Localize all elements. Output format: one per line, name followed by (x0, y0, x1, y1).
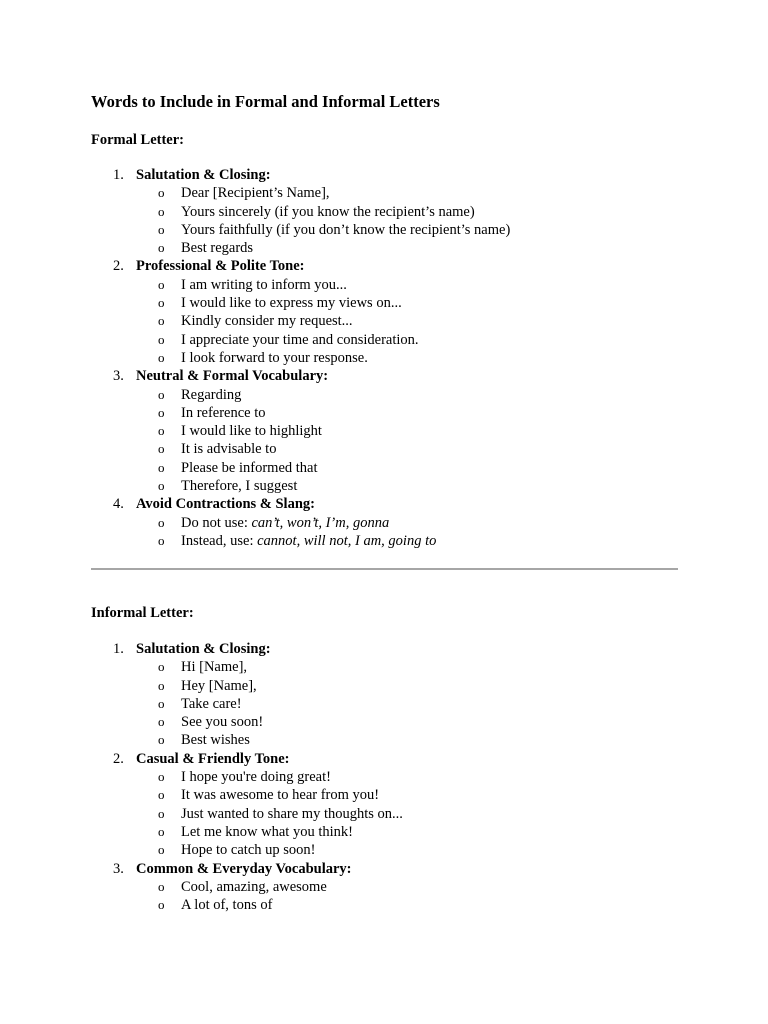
bullet-marker: o (158, 514, 165, 530)
sub-item-plain-text: I appreciate your time and consideration. (181, 331, 419, 348)
sub-list-item (0, 878, 768, 896)
list-item (0, 257, 768, 367)
sub-list-item (0, 440, 768, 458)
sub-item-plain-text: Regarding (181, 386, 242, 403)
sub-list-item (0, 695, 768, 713)
sub-list (0, 514, 768, 551)
bullet-marker: o (158, 276, 165, 292)
bullet-marker: o (158, 805, 165, 821)
bullet-marker: o (158, 842, 165, 858)
sub-item-plain-text: I look forward to your response. (181, 349, 368, 366)
sub-item-text (181, 477, 297, 495)
sub-list (0, 184, 768, 257)
list-item (0, 640, 768, 750)
sub-item-plain-text: See you soon! (181, 714, 264, 731)
sub-list (0, 276, 768, 367)
sub-list-item (0, 731, 768, 749)
bullet-marker: o (158, 349, 165, 365)
sub-item-text (181, 440, 276, 458)
list-item-label: Salutation & Closing: (136, 167, 271, 183)
bullet-marker: o (158, 695, 165, 711)
bullet-marker: o (158, 677, 165, 693)
sub-item-plain-text: It was awesome to hear from you! (181, 787, 380, 804)
bullet-marker: o (158, 331, 165, 347)
bullet-marker: o (158, 769, 165, 785)
sub-list-item (0, 805, 768, 823)
list-number: 2. (113, 750, 124, 767)
sub-list-item (0, 239, 768, 257)
bullet-marker: o (158, 441, 165, 457)
informal-letter-heading: Informal Letter: (91, 605, 194, 621)
sub-list-item (0, 312, 768, 330)
formal-letter-list (0, 166, 768, 550)
bullet-marker: o (158, 459, 165, 475)
sub-list-item (0, 221, 768, 239)
list-number: 2. (113, 258, 124, 275)
sub-list-item (0, 276, 768, 294)
bullet-marker: o (158, 714, 165, 730)
sub-item-plain-text: Just wanted to share my thoughts on... (181, 805, 403, 822)
list-item-heading (0, 166, 768, 184)
sub-item-text (181, 459, 318, 477)
sub-item-text (181, 221, 510, 239)
sub-item-plain-text: Dear [Recipient’s Name], (181, 185, 330, 202)
sub-list-item (0, 349, 768, 367)
bullet-marker: o (158, 404, 165, 420)
list-item-label: Neutral & Formal Vocabulary: (136, 368, 329, 385)
list-item-heading (0, 495, 768, 513)
sub-item-text (181, 731, 250, 749)
sub-item-plain-text: Best wishes (181, 732, 250, 749)
list-item (0, 166, 768, 257)
list-item-label: Casual & Friendly Tone: (136, 750, 290, 767)
sub-list-item (0, 184, 768, 202)
sub-item-text (181, 878, 327, 896)
sub-list-item (0, 786, 768, 804)
sub-list-item (0, 294, 768, 312)
sub-list-item (0, 768, 768, 786)
sub-list-item (0, 514, 768, 532)
sub-item-text (181, 184, 330, 202)
sub-list (0, 386, 768, 496)
sub-item-plain-text: I am writing to inform you... (181, 276, 347, 293)
sub-item-plain-text: A lot of, tons of (181, 897, 273, 914)
sub-list-item (0, 677, 768, 695)
sub-item-plain-text: Instead, use: (181, 532, 258, 549)
sub-item-text (181, 786, 379, 804)
sub-item-text (181, 239, 253, 257)
sub-list (0, 768, 768, 859)
bullet-marker: o (158, 423, 165, 439)
sub-item-plain-text: Let me know what you think! (181, 823, 353, 840)
sub-item-plain-text: Therefore, I suggest (181, 478, 298, 495)
list-number: 4. (113, 496, 124, 513)
list-item-heading (0, 640, 768, 658)
list-item-label: Common & Everyday Vocabulary: (136, 860, 352, 877)
sub-list-item (0, 477, 768, 495)
bullet-marker: o (158, 878, 165, 894)
sub-item-plain-text: Cool, amazing, awesome (181, 878, 327, 895)
sub-item-text (181, 386, 241, 404)
sub-item-text (181, 312, 353, 330)
bullet-marker: o (158, 659, 165, 675)
section-divider (91, 568, 678, 570)
sub-list-item (0, 422, 768, 440)
sub-list (0, 658, 768, 749)
bullet-marker: o (158, 823, 165, 839)
list-number: 3. (113, 368, 124, 385)
sub-item-plain-text: Hope to catch up soon! (181, 842, 316, 859)
sub-item-text (181, 349, 368, 367)
sub-item-plain-text: Please be informed that (181, 459, 318, 476)
list-item-heading (0, 367, 768, 385)
sub-item-italic-text: can’t, won’t, I’m, gonna (251, 514, 390, 531)
sub-item-plain-text: Best regards (181, 240, 254, 257)
bullet-marker: o (158, 478, 165, 494)
bullet-marker: o (158, 787, 165, 803)
formal-letter-heading: Formal Letter: (91, 132, 184, 148)
sub-item-plain-text: In reference to (181, 404, 266, 421)
sub-list-item (0, 404, 768, 422)
bullet-marker: o (158, 313, 165, 329)
sub-list-item (0, 896, 768, 914)
sub-item-plain-text: I hope you're doing great! (181, 769, 331, 786)
informal-letter-list (0, 640, 768, 914)
sub-item-plain-text: Take care! (181, 695, 242, 712)
sub-item-text (181, 695, 242, 713)
sub-list (0, 878, 768, 915)
sub-item-text (181, 823, 353, 841)
sub-item-plain-text: I would like to express my views on... (181, 295, 402, 312)
sub-list-item (0, 658, 768, 676)
sub-item-plain-text: Hey [Name], (181, 677, 257, 694)
list-item (0, 367, 768, 495)
sub-list-item (0, 713, 768, 731)
sub-item-plain-text: Hi [Name], (181, 659, 248, 676)
bullet-marker: o (158, 897, 165, 913)
bullet-marker: o (158, 295, 165, 311)
bullet-marker: o (158, 732, 165, 748)
list-item-heading (0, 257, 768, 275)
sub-item-text (181, 768, 331, 786)
sub-list-item (0, 841, 768, 859)
sub-item-text (181, 514, 389, 532)
list-number: 1. (113, 167, 124, 183)
list-number: 3. (113, 860, 124, 877)
sub-item-text (181, 422, 322, 440)
sub-list-item (0, 459, 768, 477)
bullet-marker: o (158, 532, 165, 548)
sub-item-text (181, 404, 266, 422)
sub-item-plain-text: It is advisable to (181, 441, 277, 458)
list-item-heading (0, 750, 768, 768)
sub-item-text (181, 841, 316, 859)
sub-item-text (181, 276, 347, 294)
sub-list-item (0, 331, 768, 349)
sub-item-italic-text: cannot, will not, I am, going to (257, 532, 437, 549)
sub-item-text (181, 805, 403, 823)
sub-list-item (0, 203, 768, 221)
list-item-label: Avoid Contractions & Slang: (136, 496, 315, 513)
sub-list-item (0, 386, 768, 404)
bullet-marker: o (158, 221, 165, 237)
sub-item-text (181, 713, 263, 731)
list-item (0, 750, 768, 860)
bullet-marker: o (158, 386, 165, 402)
bullet-marker: o (158, 203, 165, 219)
sub-item-text (181, 294, 402, 312)
page-title: Words to Include in Formal and Informal Letters (91, 92, 440, 111)
bullet-marker: o (158, 185, 165, 201)
sub-item-plain-text: Yours sincerely (if you know the recipient’s name) (181, 203, 475, 220)
sub-item-text (181, 677, 257, 695)
sub-item-text (181, 658, 247, 676)
sub-item-plain-text: Do not use: (181, 514, 252, 531)
sub-item-plain-text: I would like to highlight (181, 423, 322, 440)
list-item-label: Salutation & Closing: (136, 641, 271, 657)
list-item (0, 860, 768, 915)
sub-item-plain-text: Yours faithfully (if you don’t know the recipient’s name) (181, 221, 511, 238)
sub-list-item (0, 532, 768, 550)
sub-item-text (181, 331, 419, 349)
sub-item-plain-text: Kindly consider my request... (181, 313, 353, 330)
list-item-label: Professional & Polite Tone: (136, 258, 305, 275)
list-item-heading (0, 860, 768, 878)
sub-item-text (181, 203, 475, 221)
list-item (0, 495, 768, 550)
bullet-marker: o (158, 240, 165, 256)
sub-list-item (0, 823, 768, 841)
sub-item-text (181, 532, 436, 550)
sub-item-text (181, 896, 272, 914)
list-number: 1. (113, 641, 124, 657)
